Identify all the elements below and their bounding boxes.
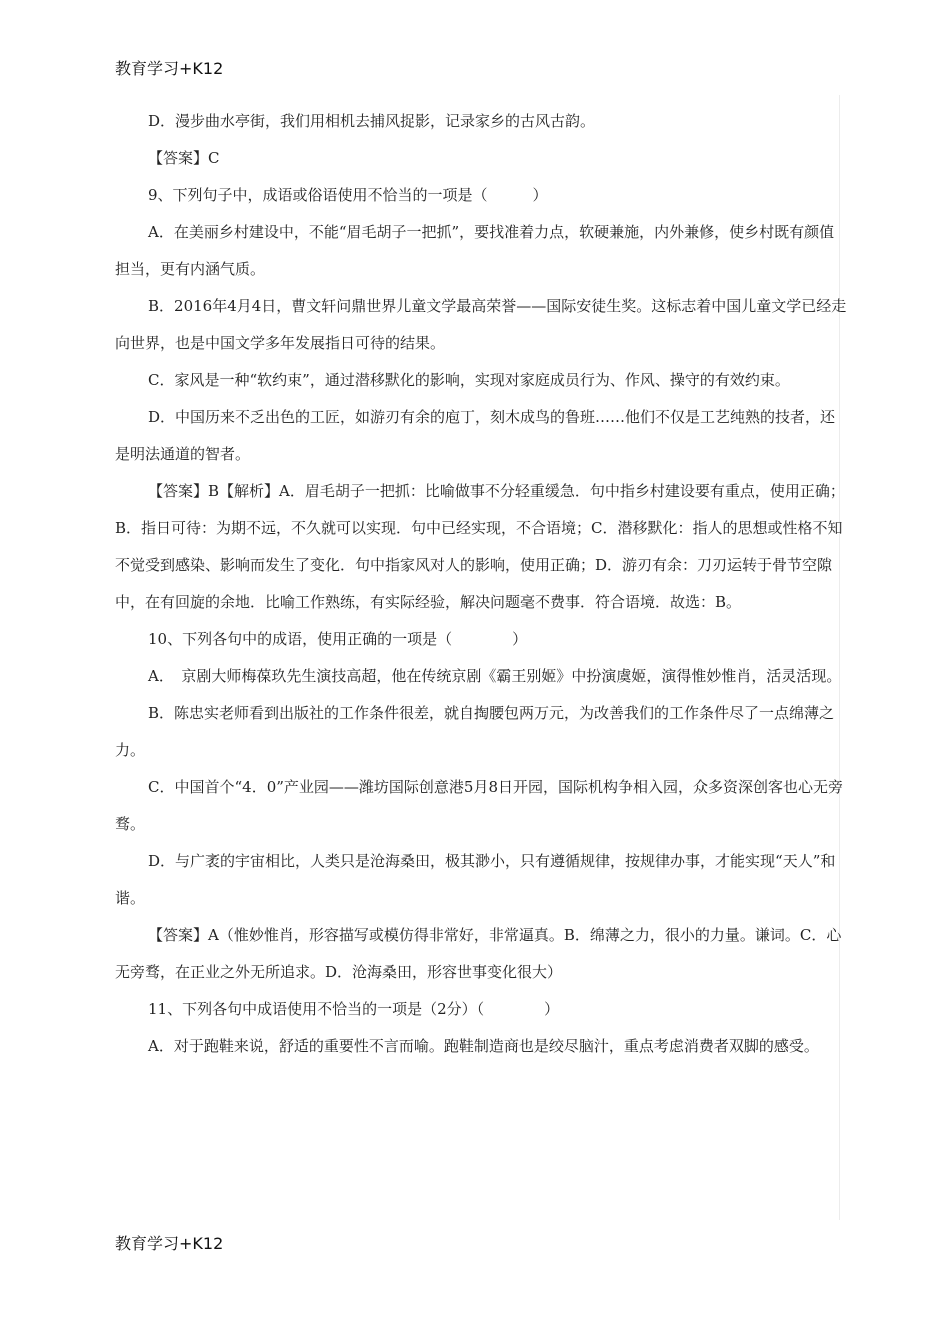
question-11: 11、下列各句中成语使用不恰当的一项是（2分）（ ） — [148, 1000, 560, 1018]
page-footer: 教育学习+K12 — [115, 1234, 224, 1253]
q9-option-c: C．家风是一种“软约束”，通过潜移默化的影响，实现对家庭成员行为、作风、操守的有效约束。 — [148, 371, 790, 389]
q9-option-a: A．在美丽乡村建设中，不能“眉毛胡子一把抓”，要找准着力点，软硬兼施，内外兼修，使乡村既有颜值担当，更有内涵气质。 — [115, 223, 835, 278]
q10-option-a: A． 京剧大师梅葆玖先生演技高超，他在传统京剧《霸王别姬》中扮演虞姬，演得惟妙惟肖，活灵活现。 — [148, 667, 842, 685]
question-9: 9、下列句子中，成语或俗语使用不恰当的一项是（ ） — [148, 186, 548, 204]
q10-option-b: B．陈忠实老师看到出版社的工作条件很差，就自掏腰包两万元，为改善我们的工作条件尽了一点绵薄之力。 — [115, 704, 835, 759]
q10-option-d: D．与广袤的宇宙相比，人类只是沧海桑田，极其渺小，只有遵循规律，按规律办事，才能实现“天人”和谐。 — [115, 852, 836, 907]
q9-option-b: B．2016年4月4日，曹文轩问鼎世界儿童文学最高荣誉——国际安徒生奖。这标志着中国儿童文学已经走向世界，也是中国文学多年发展指日可待的结果。 — [115, 297, 847, 352]
q10-option-c: C．中国首个“4．0”产业园——潍坊国际创意港5月8日开园，国际机构争相入园，众多资深创客也心无旁骛。 — [115, 778, 843, 833]
answer-8: 【答案】C — [148, 149, 220, 167]
page-header: 教育学习+K12 — [115, 59, 224, 78]
document-body — [115, 103, 848, 1065]
answer-10: 【答案】A（惟妙惟肖，形容描写或模仿得非常好，非常逼真。B．绵薄之力，很小的力量。谦词。C．心无旁骛，在正业之外无所追求。D．沧海桑田，形容世事变化很大） — [115, 926, 842, 981]
question-10: 10、下列各句中的成语，使用正确的一项是（ ） — [148, 630, 528, 648]
q9-option-d: D．中国历来不乏出色的工匠，如游刃有余的庖丁，刻木成鸟的鲁班……他们不仅是工艺纯熟的技者，还是明法通道的智者。 — [115, 408, 836, 463]
answer-9: 【答案】B【解析】A．眉毛胡子一把抓：比喻做事不分轻重缓急．句中指乡村建设要有重点，使用正确；B．指日可待：为期不远，不久就可以实现．句中已经实现，不合语境；C．潜移默化：指人的思想或性格不知不觉受到感染、影响而发生了变化．句中指家风对人的影响，使用正确；D．游刃有余：刀刃运转于骨节空隙中，在有回旋的余地．比喻工作熟练，有实际经验，解决问题毫不费事．符合语境．故选：B。 — [115, 482, 845, 611]
q11-option-a: A．对于跑鞋来说，舒适的重要性不言而喻。跑鞋制造商也是绞尽脑汁，重点考虑消费者双脚的感受。 — [148, 1037, 819, 1055]
option-d-previous: D．漫步曲水亭街，我们用相机去捕风捉影，记录家乡的古风古韵。 — [148, 112, 596, 130]
